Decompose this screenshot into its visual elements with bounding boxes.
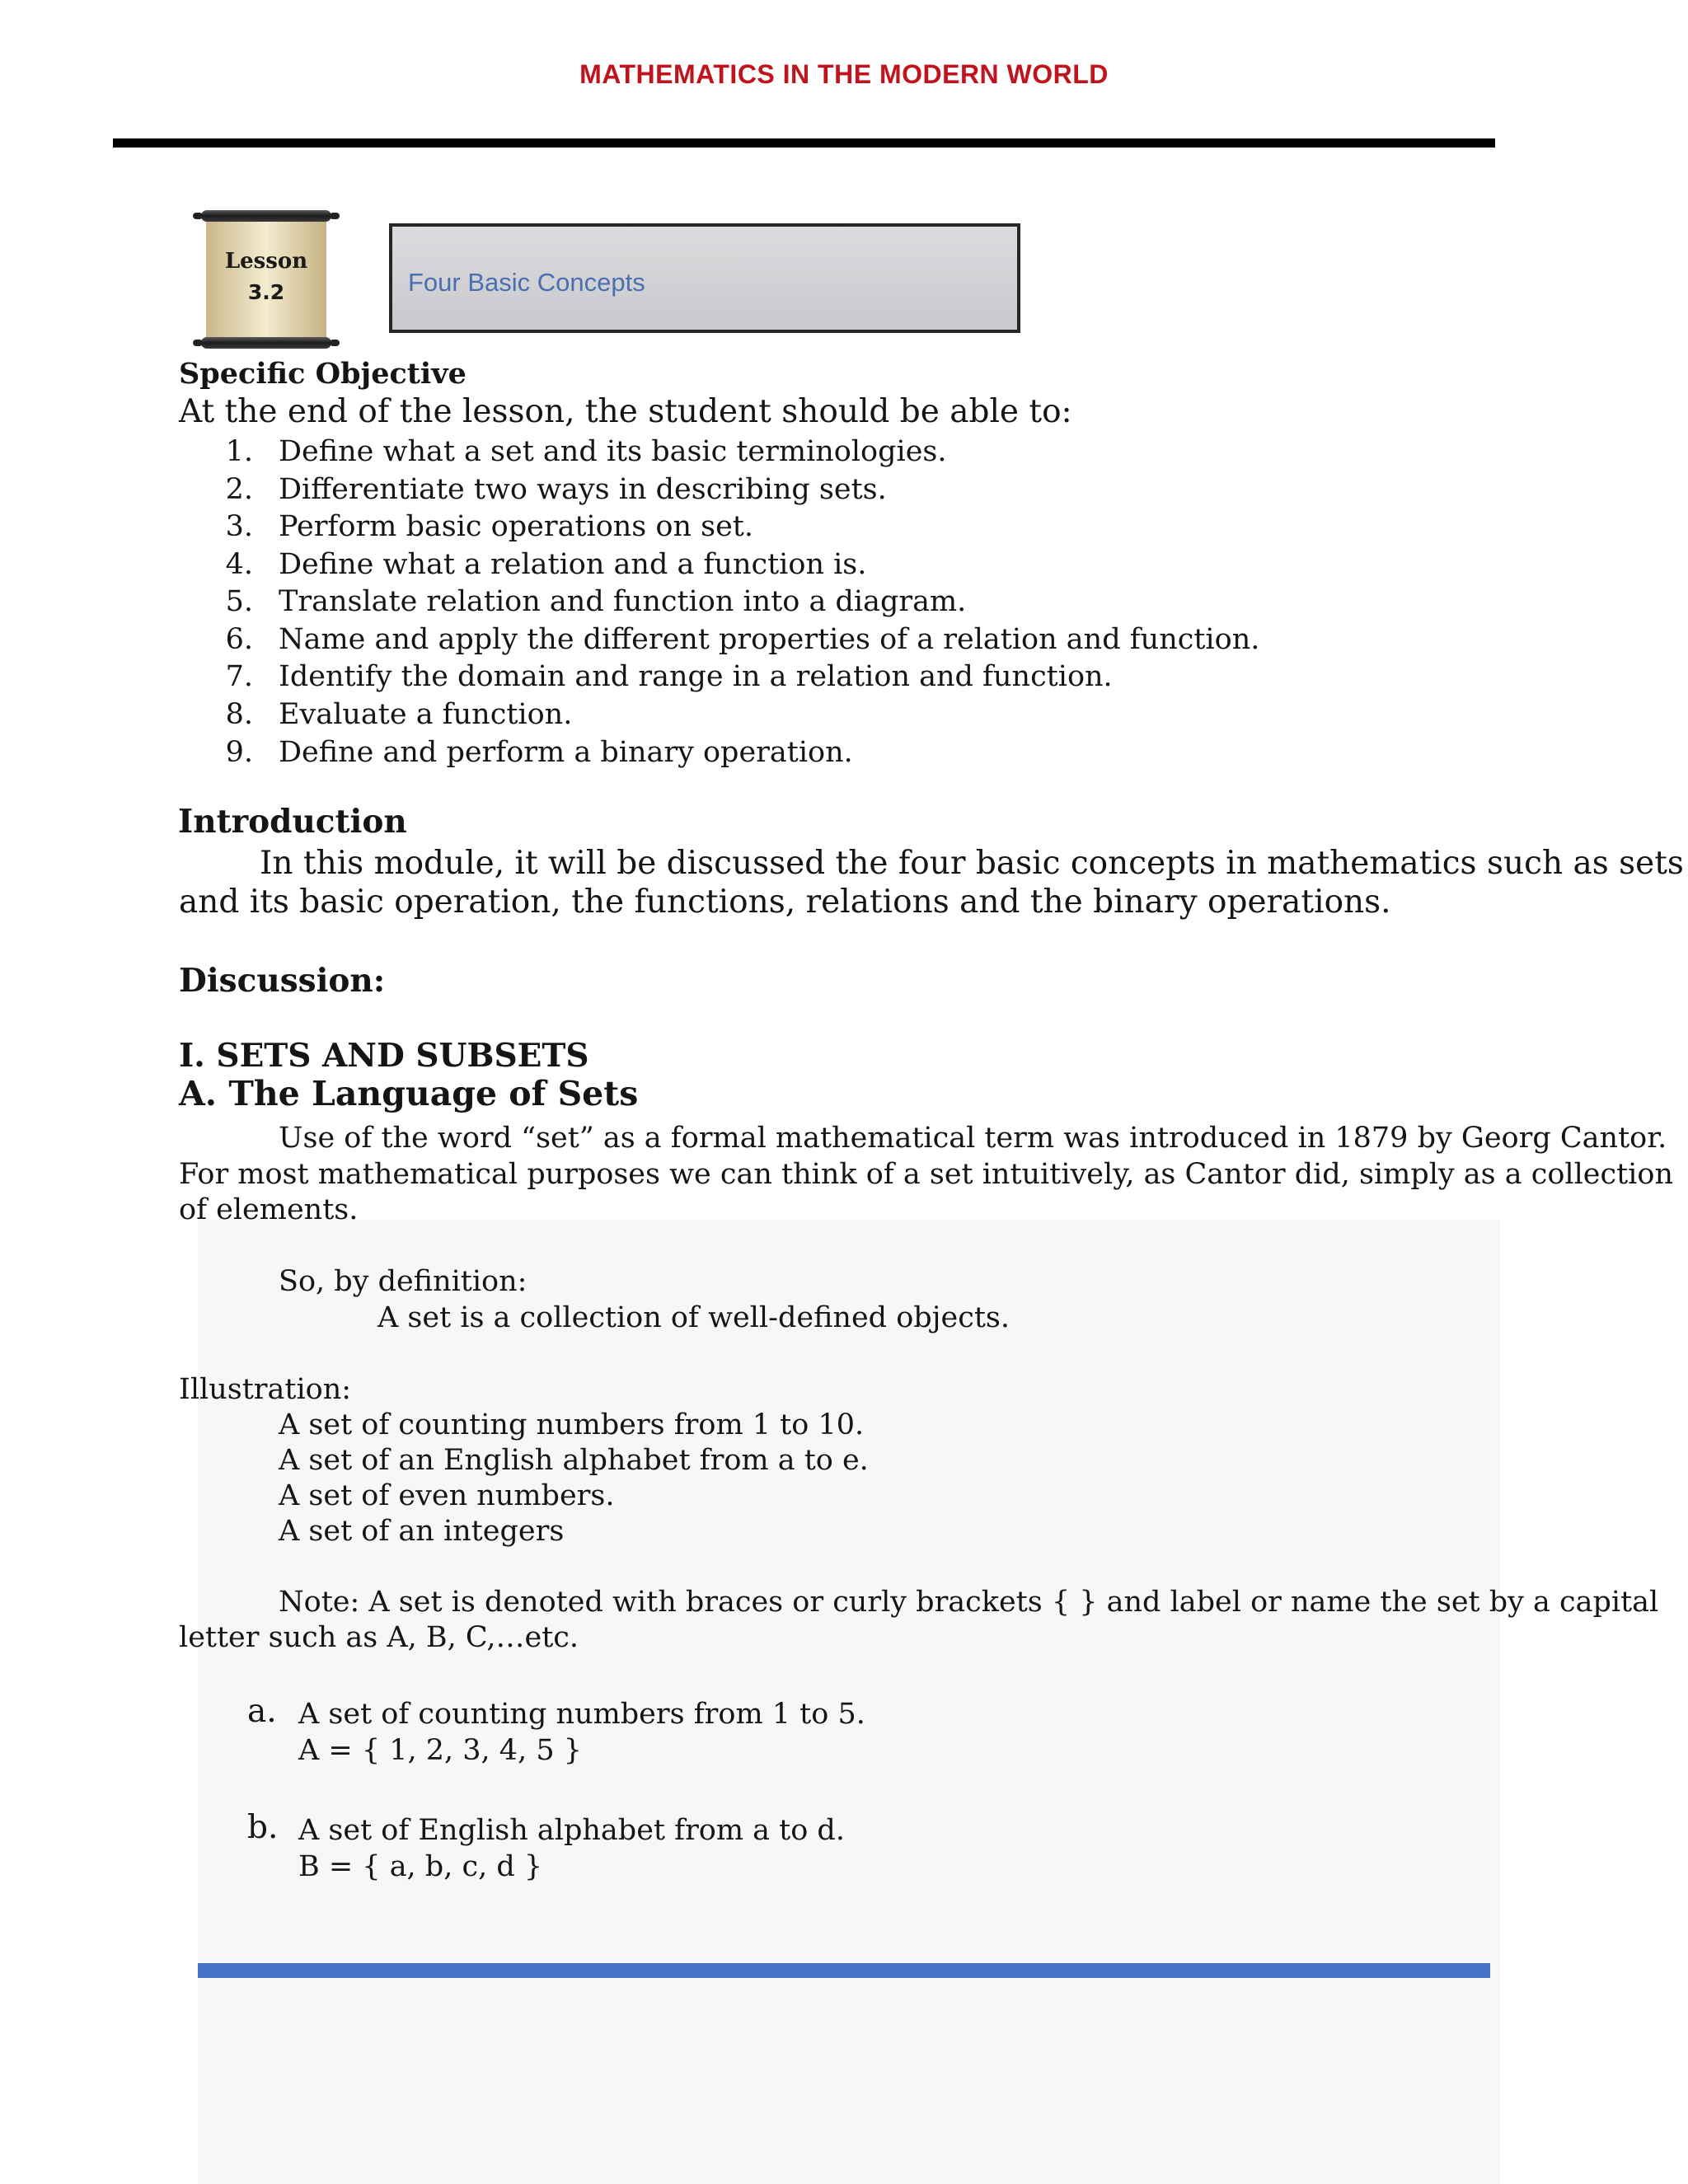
definition-lead: So, by definition: — [279, 1265, 528, 1298]
paragraph-line: For most mathematical purposes we can think of a set intuitively, as Cantor did, simply as a collection — [179, 1158, 1673, 1191]
lesson-title-box — [389, 223, 1020, 333]
lesson-badge-word: Lesson — [224, 249, 308, 274]
objective-item: Perform basic operations on set. — [279, 510, 753, 543]
subsection-heading: A. The Language of Sets — [179, 1074, 639, 1113]
objective-number: 4. — [225, 548, 253, 581]
example-set: B = { a, b, c, d } — [298, 1850, 543, 1883]
definition-text: A set is a collection of well-defined objects. — [377, 1301, 1010, 1334]
lesson-title: Four Basic Concepts — [408, 268, 645, 297]
objective-item: Differentiate two ways in describing sets. — [279, 473, 887, 506]
objective-item: Evaluate a function. — [279, 698, 573, 731]
objective-number: 9. — [225, 736, 253, 769]
introduction-line: and its basic operation, the functions, relations and the binary operations. — [179, 883, 1391, 921]
section-heading: I. SETS AND SUBSETS — [179, 1037, 589, 1075]
objective-number: 5. — [225, 585, 253, 618]
illustration-label: Illustration: — [179, 1373, 352, 1406]
paragraph-line: Use of the word “set” as a formal mathematical term was introduced in 1879 by Georg Cantor. — [279, 1122, 1667, 1155]
objective-number: 7. — [225, 660, 253, 693]
introduction-line: In this module, it will be discussed the four basic concepts in mathematics such as sets — [260, 845, 1684, 882]
objective-number: 2. — [225, 473, 253, 506]
objective-item: Name and apply the different properties of a relation and function. — [279, 623, 1260, 656]
objective-lead: At the end of the lesson, the student should be able to: — [179, 393, 1072, 430]
illustration-item: A set of counting numbers from 1 to 10. — [279, 1408, 865, 1441]
illustration-item: A set of even numbers. — [279, 1479, 615, 1512]
objective-number: 8. — [225, 698, 253, 731]
example-set: A = { 1, 2, 3, 4, 5 } — [298, 1734, 582, 1767]
objective-heading: Specific Objective — [179, 357, 467, 391]
illustration-item: A set of an English alphabet from a to e. — [279, 1444, 869, 1477]
objective-number: 3. — [225, 510, 253, 543]
illustration-item: A set of an integers — [279, 1515, 565, 1548]
example-text: A set of English alphabet from a to d. — [298, 1814, 845, 1847]
note-line: letter such as A, B, C,…etc. — [179, 1621, 579, 1654]
objective-item: Define what a set and its basic terminologies. — [279, 435, 947, 468]
lesson-badge-number: 3.2 — [247, 280, 285, 304]
note-line: Note: A set is denoted with braces or curly brackets { } and label or name the set by a capital — [279, 1586, 1659, 1619]
footer-divider — [198, 1963, 1490, 1978]
objective-number: 6. — [225, 623, 253, 656]
paragraph-line: of elements. — [179, 1193, 359, 1226]
objective-number: 1. — [225, 435, 253, 468]
example-letter: b. — [247, 1809, 279, 1846]
objective-item: Define what a relation and a function is. — [279, 548, 867, 581]
objective-item: Identify the domain and range in a relation and function. — [279, 660, 1113, 693]
header-divider — [113, 138, 1495, 148]
objective-item: Define and perform a binary operation. — [279, 736, 853, 769]
example-letter: a. — [247, 1693, 277, 1730]
lesson-scroll-icon — [191, 209, 340, 353]
example-text: A set of counting numbers from 1 to 5. — [298, 1698, 865, 1731]
objective-item: Translate relation and function into a diagram. — [279, 585, 967, 618]
discussion-heading: Discussion: — [179, 962, 386, 1000]
page-header-title: MATHEMATICS IN THE MODERN WORLD — [579, 59, 1109, 89]
introduction-heading: Introduction — [178, 803, 407, 841]
